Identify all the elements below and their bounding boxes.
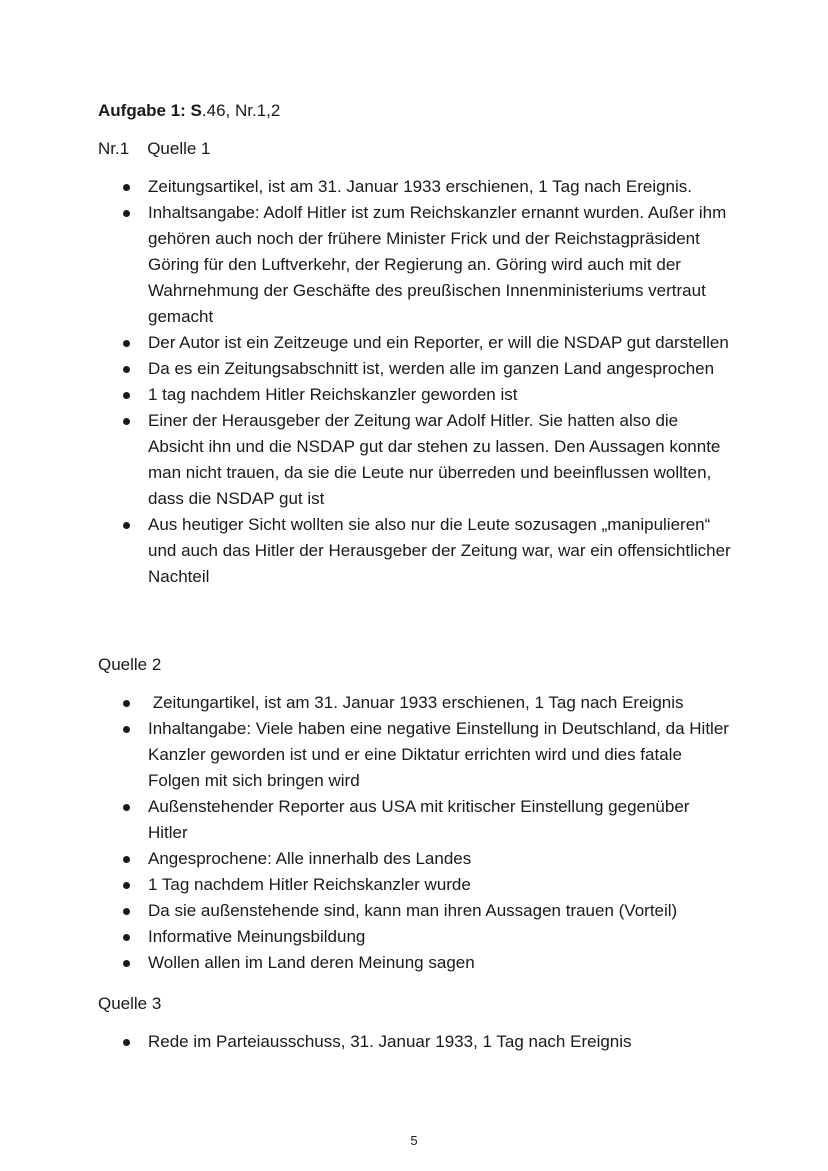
list-item: 1 Tag nachdem Hitler Reichskanzler wurde bbox=[0, 872, 828, 898]
bullet-icon bbox=[123, 908, 130, 915]
task-heading-rest: .46, Nr.1,2 bbox=[201, 101, 281, 120]
bullet-icon bbox=[123, 882, 130, 889]
list-item: Wollen allen im Land deren Meinung sagen bbox=[0, 950, 828, 976]
section-title: Quelle 1 bbox=[147, 139, 211, 158]
quelle-2-list bbox=[0, 690, 828, 976]
list-item: Inhaltsangabe: Adolf Hitler ist zum Reichskanzler ernannt wurden. Außer ihm gehören auch noch der frühere Minister Frick und der Reichstagpräsident Göring für den Luftverkehr, der Regierung an. Göring wird auch mit der Wahrnehmung der Geschäfte des preußischen Innenministeriums vertraut gemacht bbox=[0, 200, 828, 330]
page-number: 5 bbox=[410, 1133, 418, 1148]
bullet-icon bbox=[123, 340, 130, 347]
list-item: Einer der Herausgeber der Zeitung war Adolf Hitler. Sie hatten also die Absicht ihn und die NSDAP gut dar stehen zu lassen. Den Aussagen konnte man nicht trauen, da sie die Leute nur überreden und beeinflussen wollten, dass die NSDAP gut ist bbox=[0, 408, 828, 512]
section-prefix: Nr.1 bbox=[98, 139, 130, 158]
list-item: Der Autor ist ein Zeitzeuge und ein Reporter, er will die NSDAP gut darstellen bbox=[0, 330, 828, 356]
list-item: Angesprochene: Alle innerhalb des Landes bbox=[0, 846, 828, 872]
list-item: Außenstehender Reporter aus USA mit kritischer Einstellung gegenüber Hitler bbox=[0, 794, 828, 846]
list-item: Da es ein Zeitungsabschnitt ist, werden alle im ganzen Land angesprochen bbox=[0, 356, 828, 382]
bullet-icon bbox=[123, 366, 130, 373]
bullet-icon bbox=[123, 392, 130, 399]
bullet-icon bbox=[123, 418, 130, 425]
list-item: Zeitungsartikel, ist am 31. Januar 1933 erschienen, 1 Tag nach Ereignis. bbox=[0, 174, 828, 200]
list-item: Inhaltangabe: Viele haben eine negative Einstellung in Deutschland, da Hitler Kanzler geworden ist und er eine Diktatur errichten wird und dies fatale Folgen mit sich bringen wird bbox=[0, 716, 828, 794]
bullet-icon bbox=[123, 804, 130, 811]
bullet-icon bbox=[123, 1039, 130, 1046]
task-heading-bold: Aufgabe 1: S bbox=[98, 101, 202, 120]
section-title: Quelle 2 bbox=[98, 655, 162, 674]
bullet-icon bbox=[123, 934, 130, 941]
list-item: Zeitungartikel, ist am 31. Januar 1933 erschienen, 1 Tag nach Ereignis bbox=[0, 690, 828, 716]
bullet-icon bbox=[123, 726, 130, 733]
bullet-icon bbox=[123, 184, 130, 191]
bullet-icon bbox=[123, 700, 130, 707]
bullet-icon bbox=[123, 856, 130, 863]
bullet-icon bbox=[123, 210, 130, 217]
list-item: 1 tag nachdem Hitler Reichskanzler geworden ist bbox=[0, 382, 828, 408]
quelle-1-list bbox=[0, 174, 828, 590]
list-item: Aus heutiger Sicht wollten sie also nur die Leute sozusagen „manipulieren“ und auch das Hitler der Herausgeber der Zeitung war, war ein offensichtlicher Nachteil bbox=[0, 512, 828, 590]
bullet-icon bbox=[123, 522, 130, 529]
section-label-quelle-2 bbox=[98, 654, 161, 676]
task-heading bbox=[98, 100, 280, 122]
quelle-3-list bbox=[0, 1029, 828, 1055]
list-item: Rede im Parteiausschuss, 31. Januar 1933, 1 Tag nach Ereignis bbox=[0, 1029, 828, 1055]
section-label-quelle-1 bbox=[98, 138, 211, 160]
bullet-icon bbox=[123, 960, 130, 967]
section-title: Quelle 3 bbox=[98, 994, 162, 1013]
list-item: Informative Meinungsbildung bbox=[0, 924, 828, 950]
list-item: Da sie außenstehende sind, kann man ihren Aussagen trauen (Vorteil) bbox=[0, 898, 828, 924]
section-label-quelle-3 bbox=[98, 993, 161, 1015]
